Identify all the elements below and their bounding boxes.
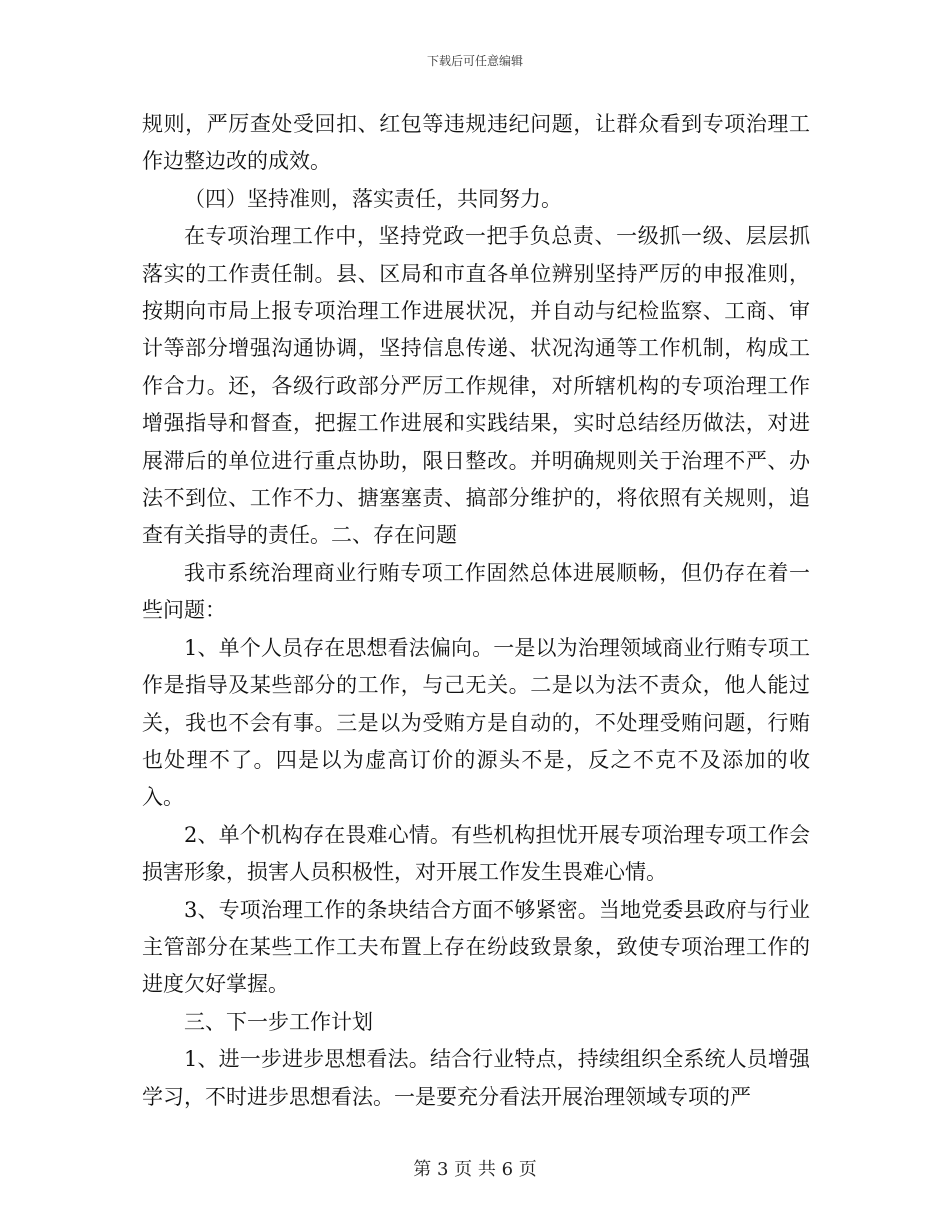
current-page-number: 3: [436, 1159, 449, 1180]
total-pages-number: 6: [501, 1159, 514, 1180]
paragraph-0: 规则，严厉查处受回扣、红包等违规违纪问题，让群众看到专项治理工作边整边改的成效。: [142, 112, 810, 174]
header-note: 下载后可任意编辑: [426, 54, 523, 68]
page-label-prefix: 第: [413, 1159, 432, 1180]
page-label-suffix: 页: [518, 1159, 537, 1180]
paragraph-8: 1、进一步进步思想看法。结合行业特点，持续组织全系统人员增强学习，不时进步思想看法。一是要充分看法开展治理领域专项的严: [142, 1047, 810, 1109]
paragraph-7: 三、下一步工作计划: [184, 1009, 373, 1034]
paragraph-4: 1、单个人员存在思想看法偏向。一是以为治理领域商业行贿专项工作是指导及某些部分的工作，与己无关。二是以为法不责众，他人能过关，我也不会有事。三是以为受贿方是自动的，不处理受贿问题，行贿也处理不了。四是以为虚高订价的源头不是，反之不克不及添加的收入。: [142, 635, 810, 810]
paragraph-6: 3、专项治理工作的条块结合方面不够紧密。当地党委县政府与行业主管部分在某些工作工夫布置上存在纷歧致景象，致使专项治理工作的进度欠好掌握。: [142, 897, 810, 997]
document-body: [142, 106, 810, 1116]
paragraph-3: 我市系统治理商业行贿专项工作固然总体进展顺畅，但仍存在着一些问题：: [142, 560, 810, 623]
paragraph-2: 在专项治理工作中，坚持党政一把手负总责、一级抓一级、层层抓落实的工作责任制。县、区局和市直各单位辨别坚持严厉的申报准则，按期向市局上报专项治理工作进展状况，并自动与纪检监察、工商、审计等部分增强沟通协调，坚持信息传递、状况沟通等工作机制，构成工作合力。还，各级行政部分严厉工作规律，对所辖机构的专项治理工作增强指导和督查，把握工作进展和实践结果，实时总结经历做法，对进展滞后的单位进行重点协助，限日整改。并明确规则关于治理不严、办法不到位、工作不力、搪塞塞责、搞部分维护的，将依照有关规则，追查有关指导的责任。二、存在问题: [142, 224, 810, 548]
page-header: [0, 52, 950, 69]
paragraph-5: 2、单个机构存在畏难心情。有些机构担忧开展专项治理专项工作会损害形象，损害人员积极性，对开展工作发生畏难心情。: [142, 822, 810, 885]
page-footer: [0, 1155, 950, 1181]
paragraph-1: （四）坚持准则，落实责任，共同努力。: [184, 186, 562, 211]
page-label-mid: 页 共: [454, 1159, 496, 1180]
